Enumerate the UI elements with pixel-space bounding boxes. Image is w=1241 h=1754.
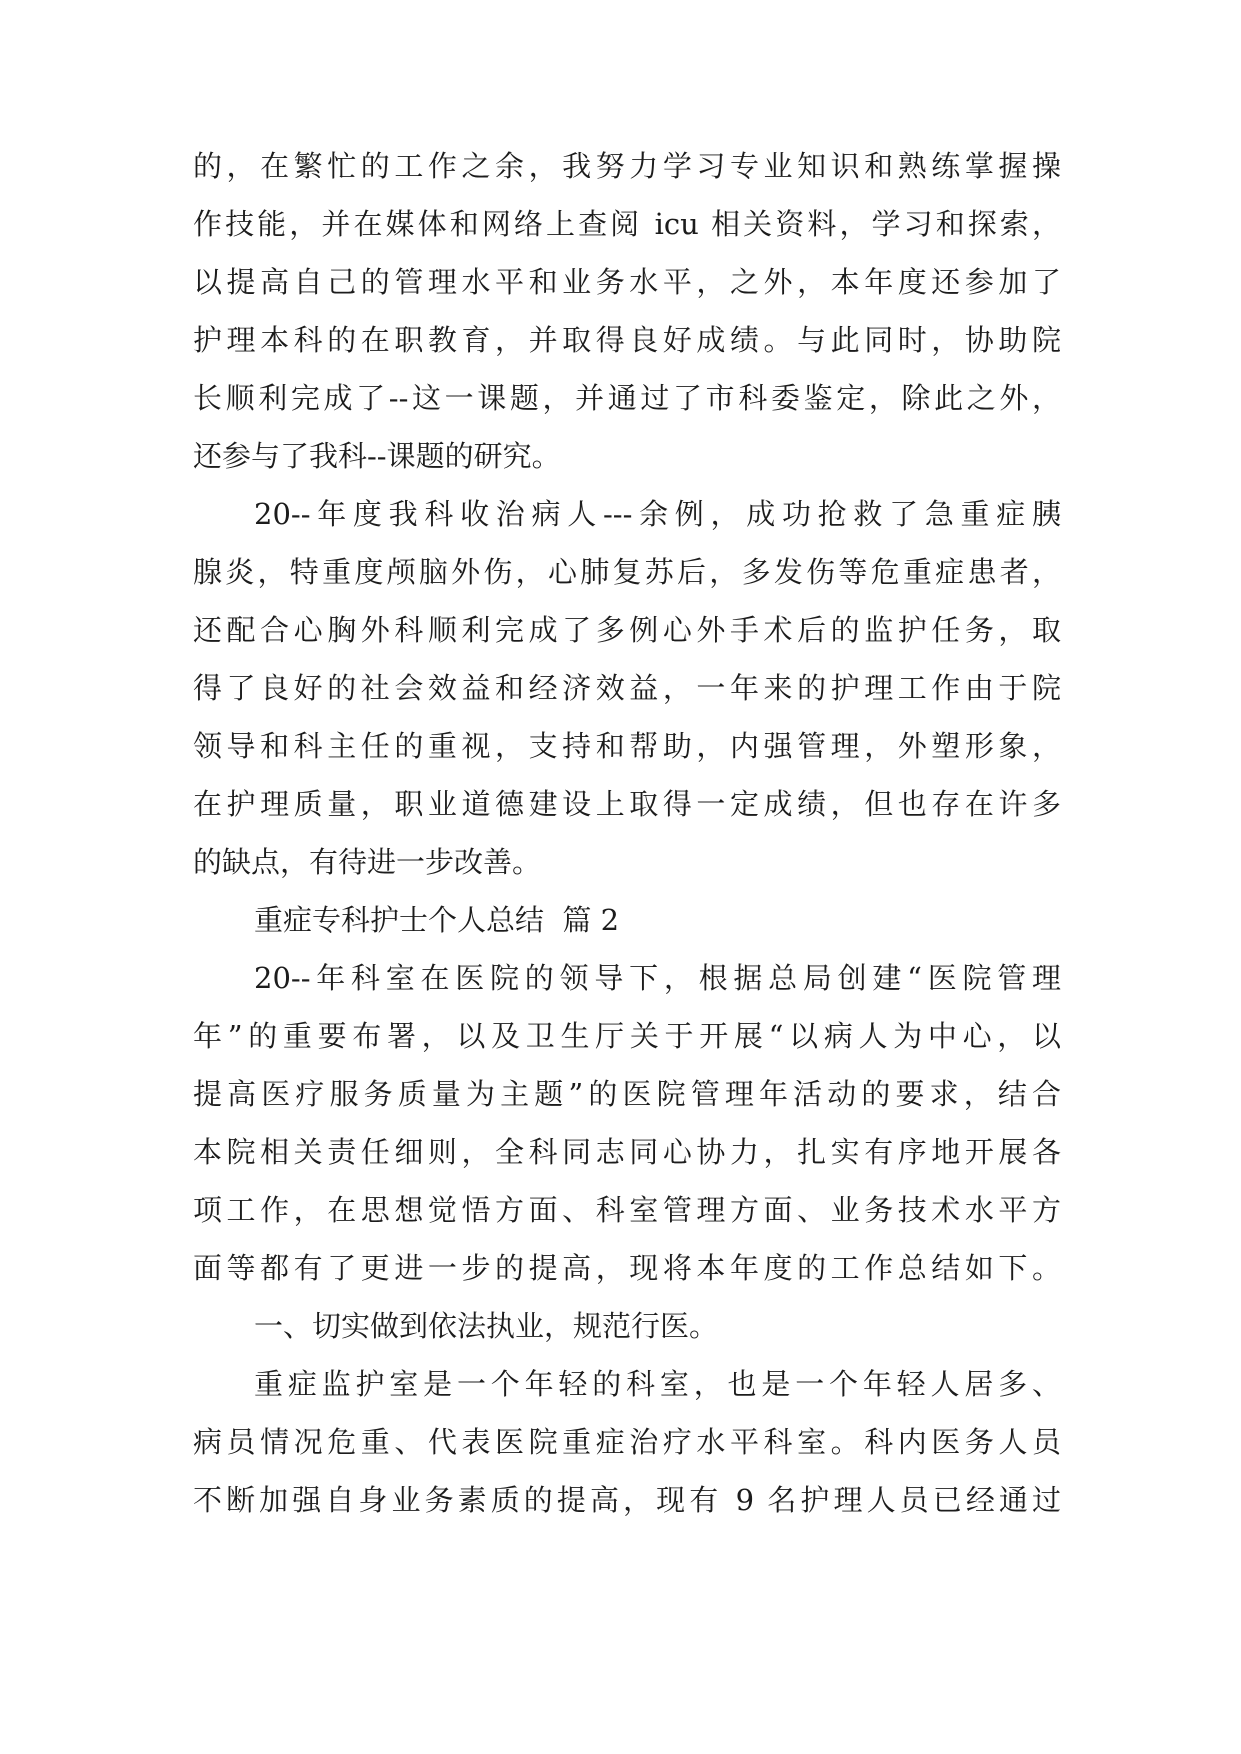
section-heading: 重症专科护士个人总结 篇 2 bbox=[254, 903, 620, 937]
text-line: 还参与了我科--课题的研究。 bbox=[193, 439, 561, 473]
text-line: 作技能，并在媒体和网络上查阅 icu 相关资料，学习和探索， bbox=[193, 207, 1061, 241]
text-line: 本院相关责任细则，全科同志同心协力，扎实有序地开展各 bbox=[193, 1135, 1061, 1169]
text-line: 面等都有了更进一步的提高，现将本年度的工作总结如下。 bbox=[193, 1251, 1061, 1285]
subsection-heading: 一、切实做到依法执业，规范行医。 bbox=[254, 1309, 719, 1343]
paragraph-first-line: 20--年度我科收治病人---余例，成功抢救了急重症胰 bbox=[254, 497, 1061, 531]
text-line: 以提高自己的管理水平和业务水平，之外，本年度还参加了 bbox=[193, 265, 1061, 299]
text-line: 在护理质量，职业道德建设上取得一定成绩，但也存在许多 bbox=[193, 787, 1061, 821]
text-line: 提高医疗服务质量为主题”的医院管理年活动的要求，结合 bbox=[193, 1077, 1061, 1111]
text-line: 不断加强自身业务素质的提高，现有 9 名护理人员已经通过 bbox=[193, 1483, 1061, 1517]
text-line: 领导和科主任的重视，支持和帮助，内强管理，外塑形象， bbox=[193, 729, 1061, 763]
text-line: 病员情况危重、代表医院重症治疗水平科室。科内医务人员 bbox=[193, 1425, 1061, 1459]
paragraph-first-line: 20--年科室在医院的领导下，根据总局创建“医院管理 bbox=[254, 961, 1061, 995]
text-line: 年”的重要布署，以及卫生厅关于开展“以病人为中心，以 bbox=[193, 1019, 1061, 1053]
text-line: 护理本科的在职教育，并取得良好成绩。与此同时，协助院 bbox=[193, 323, 1061, 357]
text-line: 项工作，在思想觉悟方面、科室管理方面、业务技术水平方 bbox=[193, 1193, 1061, 1227]
text-line: 长顺利完成了--这一课题，并通过了市科委鉴定，除此之外， bbox=[193, 381, 1061, 415]
text-line: 腺炎，特重度颅脑外伤，心肺复苏后，多发伤等危重症患者， bbox=[193, 555, 1061, 589]
paragraph-first-line: 重症监护室是一个年轻的科室，也是一个年轻人居多、 bbox=[254, 1367, 1061, 1401]
text-line: 还配合心胸外科顺利完成了多例心外手术后的监护任务，取 bbox=[193, 613, 1061, 647]
text-line: 得了良好的社会效益和经济效益，一年来的护理工作由于院 bbox=[193, 671, 1061, 705]
text-line: 的缺点，有待进一步改善。 bbox=[193, 845, 542, 879]
text-line: 的，在繁忙的工作之余，我努力学习专业知识和熟练掌握操 bbox=[193, 149, 1061, 183]
